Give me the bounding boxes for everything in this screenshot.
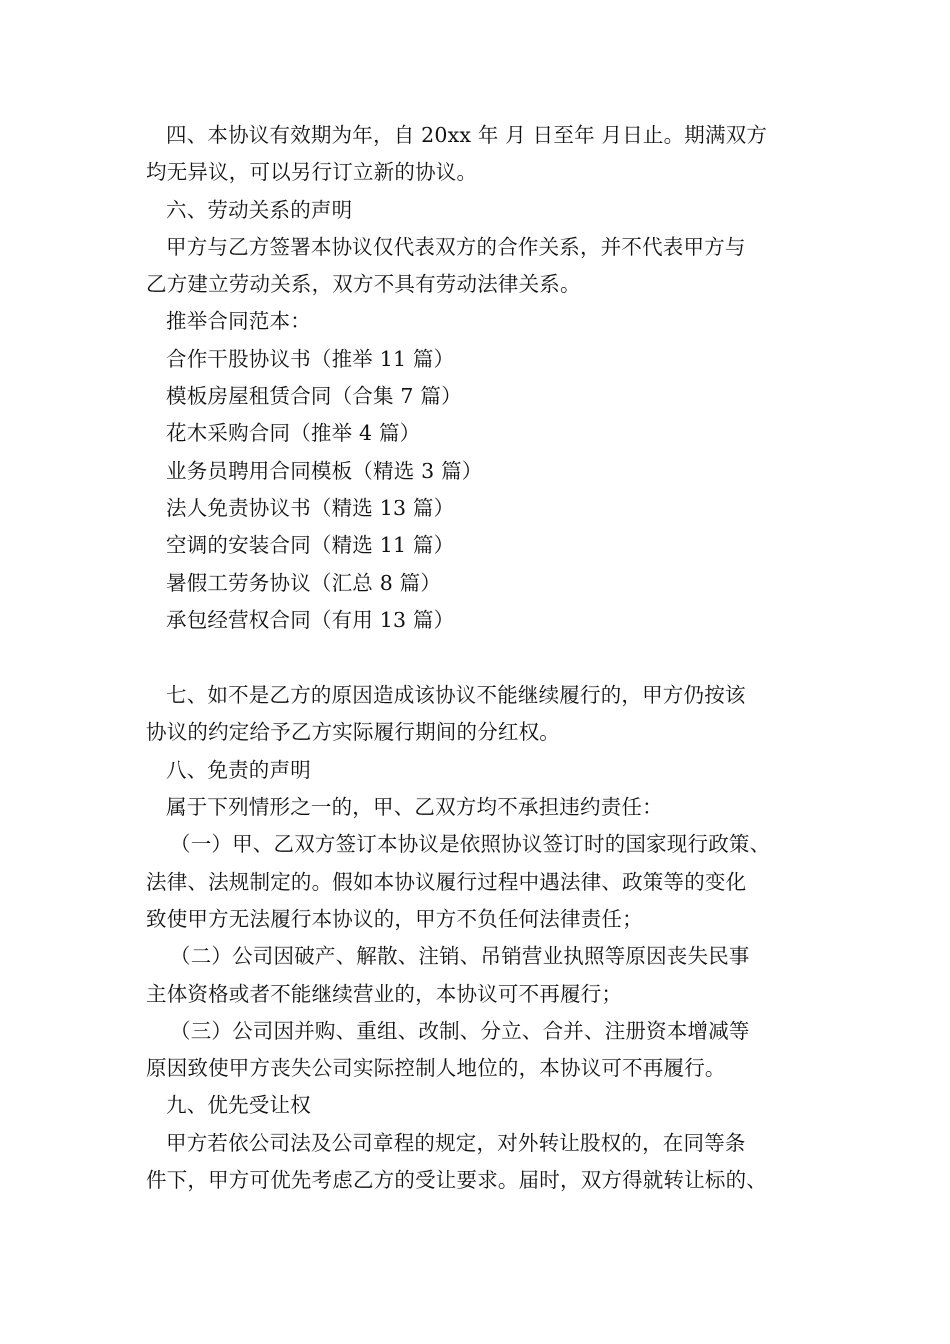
section-8-item-1-line-2: 法律、法规制定的。假如本协议履行过程中遇法律、政策等的变化	[146, 869, 747, 894]
section-9-line-2: 件下，甲方可优先考虑乙方的受让要求。届时，双方得就转让标的、	[146, 1168, 767, 1193]
blank-line	[146, 639, 836, 677]
section-6-heading: 六、劳动关系的声明	[166, 197, 353, 222]
section-6-line-2: 乙方建立劳动关系，双方不具有劳动法律关系。	[146, 272, 581, 297]
section-9-line-1: 甲方若依公司法及公司章程的规定，对外转让股权的，在同等条	[166, 1130, 746, 1155]
recommended-template-item: 法人免责协议书（精选 13 篇）	[166, 495, 455, 520]
recommended-template-item: 暑假工劳务协议（汇总 8 篇）	[166, 570, 442, 595]
clause-4-line-1: 四、本协议有效期为年，自 20xx 年 月 日至年 月日止。期满双方	[166, 123, 768, 147]
recommended-template-item: 花木采购合同（推举 4 篇）	[166, 421, 421, 446]
recommended-template-item: 业务员聘用合同模板（精选 3 篇）	[166, 458, 483, 483]
section-9-heading: 九、优先受让权	[166, 1093, 311, 1118]
section-8-item-1-line-1: （一）甲、乙双方签订本协议是依照协议签订时的国家现行政策、	[170, 832, 771, 857]
section-8-item-3-line-2: 原因致使甲方丧失公司实际控制人地位的，本协议可不再履行。	[146, 1056, 726, 1081]
clause-4-line-2: 均无异议，可以另行订立新的协议。	[146, 160, 478, 185]
section-8-item-2-line-2: 主体资格或者不能继续营业的，本协议可不再履行；	[146, 981, 623, 1006]
clause-7-line-1: 七、如不是乙方的原因造成该协议不能继续履行的，甲方仍按该	[166, 683, 746, 708]
section-8-intro: 属于下列情形之一的，甲、乙双方均不承担违约责任：	[166, 795, 663, 820]
document-body	[146, 117, 836, 1199]
section-8-item-2-line-1: （二）公司因破产、解散、注销、吊销营业执照等原因丧失民事	[170, 944, 750, 969]
section-8-item-1-line-3: 致使甲方无法履行本协议的，甲方不负任何法律责任；	[146, 906, 643, 931]
section-8-heading: 八、免责的声明	[166, 757, 311, 782]
clause-7-line-2: 协议的约定给予乙方实际履行期间的分红权。	[146, 720, 560, 745]
recommended-template-item: 承包经营权合同（有用 13 篇）	[166, 607, 455, 632]
recommended-template-item: 模板房屋租赁合同（合集 7 篇）	[166, 384, 462, 409]
section-8-item-3-line-1: （三）公司因并购、重组、改制、分立、合并、注册资本增减等	[170, 1018, 750, 1043]
section-6-line-1: 甲方与乙方签署本协议仅代表双方的合作关系，并不代表甲方与	[166, 234, 746, 259]
recommended-templates-heading: 推举合同范本：	[166, 309, 311, 334]
recommended-template-item: 合作干股协议书（推举 11 篇）	[166, 346, 455, 371]
recommended-template-item: 空调的安装合同（精选 11 篇）	[166, 533, 455, 558]
